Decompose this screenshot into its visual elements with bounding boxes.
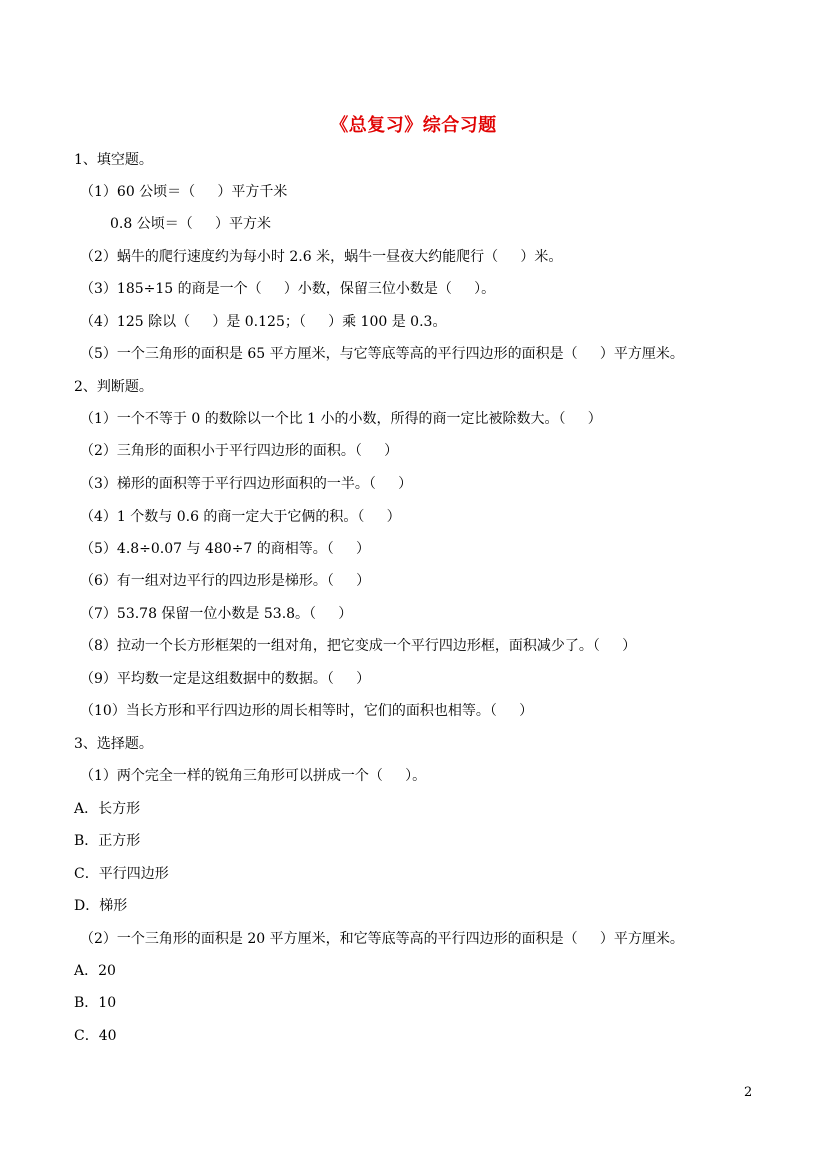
fill-item-3: （3）185÷15 的商是一个（ ）小数，保留三位小数是（ ）。	[80, 281, 496, 297]
choice-1-option-a: A．长方形	[74, 801, 141, 817]
judge-item-2: （2）三角形的面积小于平行四边形的面积。（ ）	[80, 443, 399, 459]
choice-1-option-d: D．梯形	[74, 898, 128, 914]
section-heading-judge: 2、判断题。	[74, 379, 153, 395]
document-title: 《总复习》综合习题	[330, 115, 497, 136]
choice-question-1: （1）两个完全一样的锐角三角形可以拼成一个（ ）。	[80, 768, 427, 784]
choice-2-option-a: A．20	[74, 963, 116, 979]
judge-item-4: （4）1 个数与 0.6 的商一定大于它俩的积。（ ）	[80, 509, 401, 525]
choice-2-option-c: C．40	[74, 1028, 117, 1044]
page-number: 2	[744, 1085, 753, 1100]
section-heading-fill: 1、填空题。	[74, 152, 153, 168]
choice-question-2: （2）一个三角形的面积是 20 平方厘米，和它等底等高的平行四边形的面积是（ ）平方厘米。	[80, 931, 684, 947]
judge-item-7: （7）53.78 保留一位小数是 53.8。（ ）	[80, 606, 353, 622]
fill-item-1: （1）60 公顷＝（ ）平方千米	[80, 184, 288, 200]
judge-item-1: （1）一个不等于 0 的数除以一个比 1 小的小数，所得的商一定比被除数大。（ ）	[80, 411, 602, 427]
judge-item-6: （6）有一组对边平行的四边形是梯形。（ ）	[80, 573, 371, 589]
fill-item-2: （2）蜗牛的爬行速度约为每小时 2.6 米，蜗牛一昼夜大约能爬行（ ）米。	[80, 249, 563, 265]
fill-item-4: （4）125 除以（ ）是 0.125；（ ）乘 100 是 0.3。	[80, 314, 447, 330]
judge-item-9: （9）平均数一定是这组数据中的数据。（ ）	[80, 671, 371, 687]
judge-item-3: （3）梯形的面积等于平行四边形面积的一半。（ ）	[80, 476, 413, 492]
choice-1-option-c: C．平行四边形	[74, 866, 169, 882]
fill-item-1b: 0.8 公顷＝（ ）平方米	[110, 216, 271, 232]
choice-2-option-b: B．10	[74, 995, 117, 1011]
judge-item-8: （8）拉动一个长方形框架的一组对角，把它变成一个平行四边形框，面积减少了。（ ）	[80, 638, 637, 654]
section-heading-choice: 3、选择题。	[74, 736, 153, 752]
choice-1-option-b: B．正方形	[74, 833, 141, 849]
judge-item-10: （10）当长方形和平行四边形的周长相等时，它们的面积也相等。（ ）	[80, 703, 534, 719]
fill-item-5: （5）一个三角形的面积是 65 平方厘米，与它等底等高的平行四边形的面积是（ ）平方厘米。	[80, 346, 684, 362]
judge-item-5: （5）4.8÷0.07 与 480÷7 的商相等。（ ）	[80, 541, 371, 557]
